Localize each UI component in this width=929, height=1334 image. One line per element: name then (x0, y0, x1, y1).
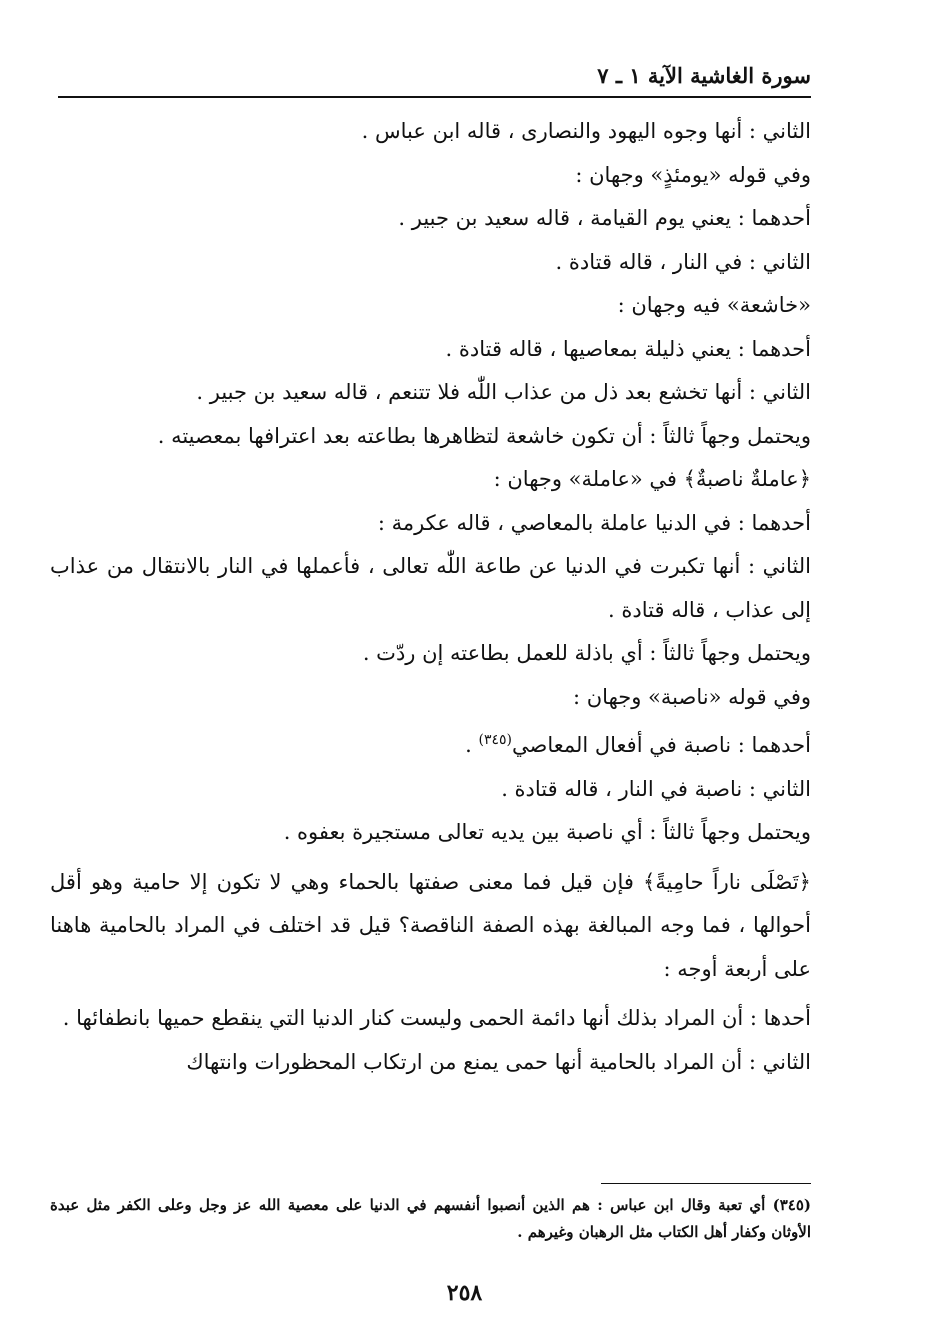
paragraph: الثاني : أنها تكبرت في الدنيا عن طاعة اللّٰه تعالى ، فأعملها في النار بالانتقال من عذاب إلى عذاب ، قاله قتادة . (50, 554, 811, 622)
paragraph: وفي قوله «ناصبة» وجهان : (573, 684, 811, 709)
paragraph: أحدها : أن المراد بذلك أنها دائمة الحمى وليست كنار الدنيا التي ينقطع حميها بانطفائها . (62, 1006, 811, 1030)
paragraph-with-footnote (50, 719, 811, 768)
paragraph: ويحتمل وجهاً ثالثاً : أي باذلة للعمل بطاعته إن ردّت . (362, 641, 811, 665)
paragraph: الثاني : أنها وجوه اليهود والنصارى ، قاله ابن عباس . (361, 119, 811, 143)
paragraph: ﴿تَصْلَى ناراً حامِيةً﴾ فإن قيل فما معنى صفتها بالحماء وهي لا تكون إلا حامية وهو أقل أحوالها ، فما وجه المبالغة بهذه الصفة الناقصة؟ قيل قد اختلف في المراد بالحامية هاهنا على أربعة أوجه : (50, 869, 811, 981)
paragraph: الثاني : أن المراد بالحامية أنها حمى يمنع من ارتكاب المحظورات وانتهاك (186, 1049, 811, 1074)
paragraph: وفي قوله «يومئذٍ» وجهان : (575, 162, 811, 187)
header-rule (58, 96, 811, 98)
paragraph: ﴿عاملةٌ ناصبةٌ﴾ في «عاملة» وجهان : (493, 467, 811, 491)
paragraph-tail: . (465, 733, 479, 757)
paragraph: أحدهما : يعني يوم القيامة ، قاله سعيد بن جبير . (398, 206, 811, 230)
footnote-reference[interactable]: (٣٤٥) (478, 732, 512, 748)
footnote (50, 1192, 811, 1246)
paragraph-text: أحدهما : ناصبة في أفعال المعاصي (511, 733, 811, 757)
page-number: ٢٥٨ (446, 1280, 483, 1306)
paragraph: الثاني : في النار ، قاله قتادة . (555, 249, 811, 274)
body-text (50, 110, 811, 1084)
paragraph: الثاني : ناصبة في النار ، قاله قتادة . (501, 776, 811, 801)
paragraph: ويحتمل وجهاً ثالثاً : أن تكون خاشعة لتظاهرها بطاعته بعد اعترافها بمعصيته . (157, 423, 811, 448)
paragraph: الثاني : أنها تخشع بعد ذل من عذاب اللّٰه فلا تتنعم ، قاله سعيد بن جبير . (196, 380, 811, 404)
paragraph: «خاشعة» فيه وجهان : (617, 293, 811, 317)
running-header: سورة الغاشية الآية ١ ـ ٧ (597, 63, 811, 88)
paragraph: أحدهما : في الدنيا عاملة بالمعاصي ، قاله عكرمة : (377, 510, 811, 535)
footnote-text: (٣٤٥) أي تعبة وقال ابن عباس : هم الذين أنصبوا أنفسهم في الدنيا على معصية الله عز وجل وعلى الكفر مثل عبدة الأوثان وكفار أهل الكتاب مثل الرهبان وغيرهم . (50, 1196, 811, 1241)
footnote-rule (601, 1183, 811, 1184)
paragraph: أحدهما : يعني ذليلة بمعاصيها ، قاله قتادة . (445, 336, 811, 361)
paragraph: ويحتمل وجهاً ثالثاً : أي ناصبة بين يديه تعالى مستجيرة بعفوه . (283, 820, 811, 844)
